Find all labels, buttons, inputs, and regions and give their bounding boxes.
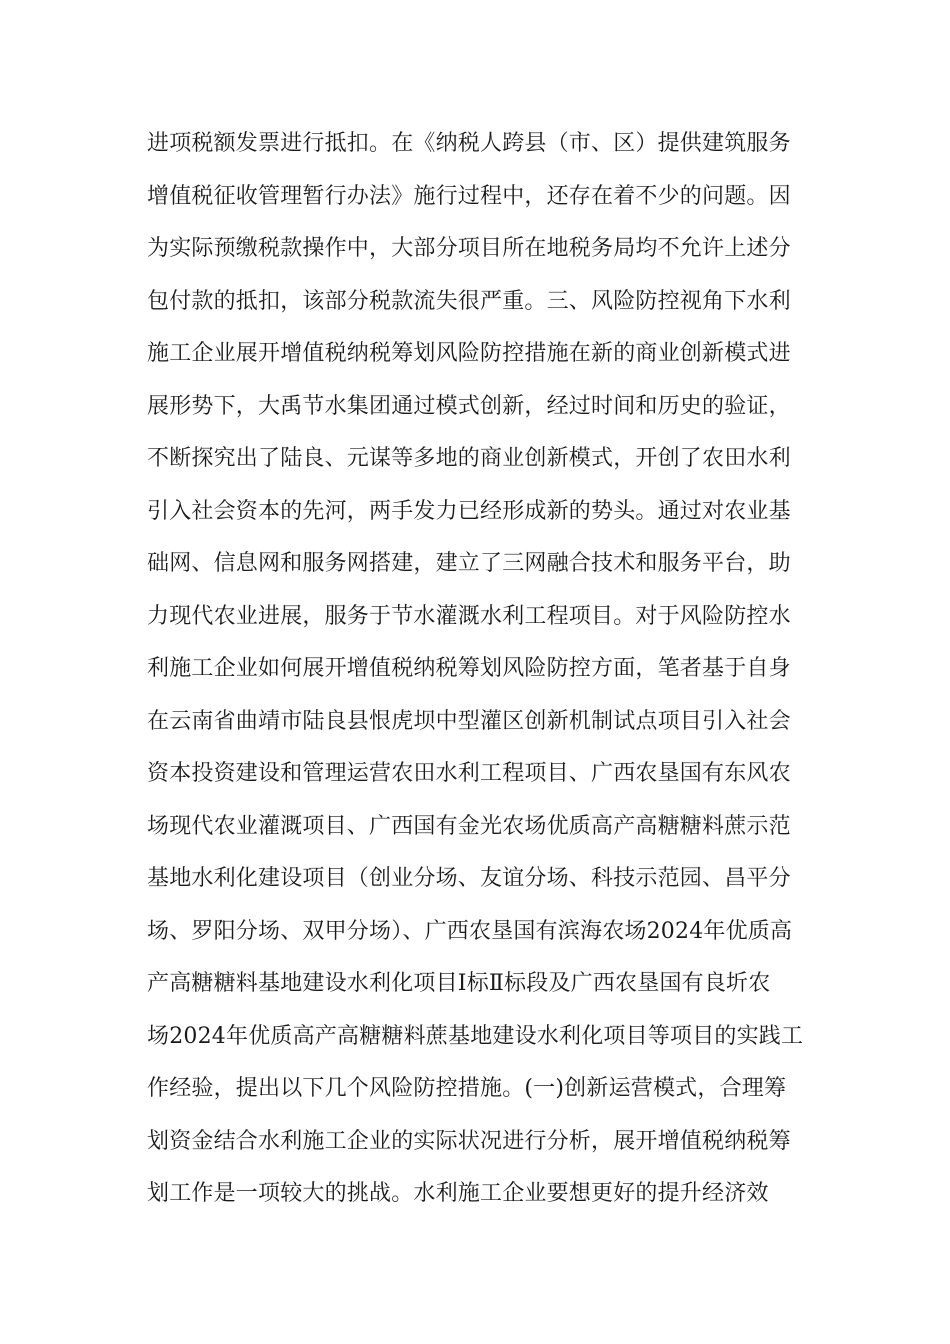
text-line-16: 场、罗阳分场、双甲分场）、广西农垦国有滨海农场2024年优质高 [147,918,793,944]
text-line-13: 资本投资建设和管理运营农田水利工程项目、广西农垦国有东风农 [147,761,791,786]
text-line-12: 在云南省曲靖市陆良县恨虎坝中型灌区创新机制试点项目引入社会 [147,708,791,734]
text-line-11: 利施工企业如何展开增值税纳税筹划风险防控方面，笔者基于自身 [147,656,791,681]
body-paragraph [147,118,817,1221]
text-line-9: 础网、信息网和服务网搭建，建立了三网融合技术和服务平台，助 [147,551,791,576]
text-line-19: 作经验，提出以下几个风险防控措施。(一)创新运营模式，合理筹 [147,1076,787,1101]
text-line-20: 划资金结合水利施工企业的实际状况进行分析，展开增值税纳税筹 [147,1128,791,1154]
text-line-8: 引入社会资本的先河，两手发力已经形成新的势头。通过对农业基 [147,498,791,524]
text-line-15: 基地水利化建设项目（创业分场、友谊分场、科技示范园、昌平分 [147,866,791,891]
text-line-10: 力现代农业进展，服务于节水灌溉水利工程项目。对于风险防控水 [147,603,791,629]
text-line-6: 展形势下，大禹节水集团通过模式创新，经过时间和历史的验证， [147,393,791,419]
text-line-7: 不断探究出了陆良、元谋等多地的商业创新模式，开创了农田水利 [147,446,791,471]
text-line-21: 划工作是一项较大的挑战。水利施工企业要想更好的提升经济效 [147,1181,769,1206]
text-line-4: 包付款的抵扣，该部分税款流失很严重。三、风险防控视角下水利 [147,288,791,314]
text-line-18: 场2024年优质高产高糖糖料蔗基地建设水利化项目等项目的实践工 [147,1023,804,1049]
text-line-17: 产高糖糖料基地建设水利化项目Ⅰ标Ⅱ标段及广西农垦国有良圻农 [147,971,771,996]
text-line-2: 增值税征收管理暂行办法》施行过程中，还存在着不少的问题。因 [147,183,791,209]
text-line-3: 为实际预缴税款操作中，大部分项目所在地税务局均不允许上述分 [147,236,791,261]
text-line-1: 进项税额发票进行抵扣。在《纳税人跨县（市、区）提供建筑服务 [147,131,791,156]
text-line-5: 施工企业展开增值税纳税筹划风险防控措施在新的商业创新模式进 [147,341,791,366]
text-line-14: 场现代农业灌溉项目、广西国有金光农场优质高产高糖糖料蔗示范 [147,813,791,839]
